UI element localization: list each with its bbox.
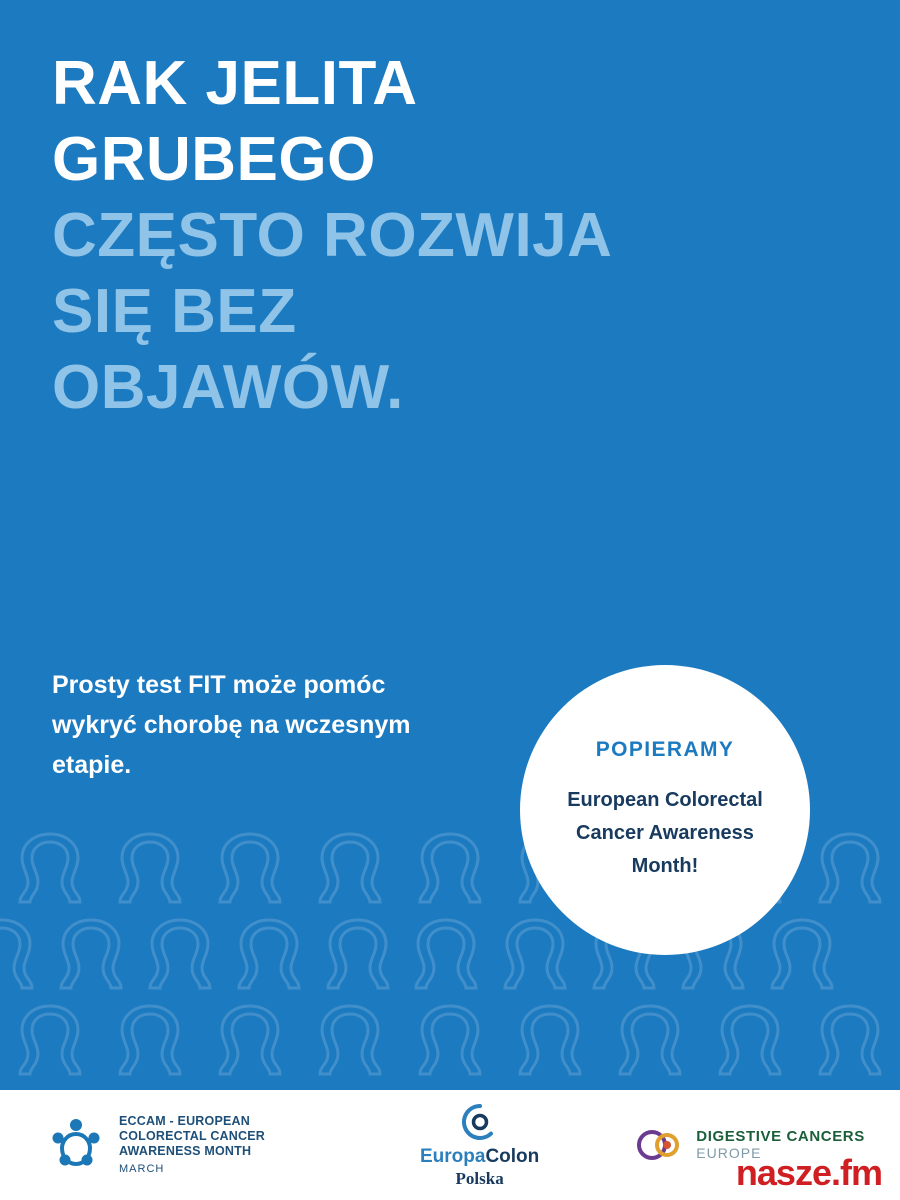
- colon-icon: [51, 916, 131, 994]
- watermark-row: [0, 1002, 900, 1080]
- europacolon-word-b: Colon: [485, 1145, 540, 1167]
- colon-icon: [610, 1002, 690, 1080]
- colon-icon: [510, 1002, 590, 1080]
- colon-icon: [762, 916, 842, 994]
- colon-icon: [406, 916, 486, 994]
- footer-logo-bar: [0, 1090, 900, 1200]
- nasze-fm-watermark: [736, 1152, 882, 1194]
- colon-icon: [318, 916, 398, 994]
- europacolon-wordmark: [420, 1146, 539, 1168]
- headline-line-5: OBJAWÓW.: [52, 353, 404, 422]
- badge-title: European Colorectal Cancer Awareness Month!: [567, 788, 763, 877]
- eccam-line-2: COLORECTAL CANCER: [119, 1128, 265, 1143]
- headline-line-2: GRUBEGO: [52, 125, 376, 194]
- colon-icon: [210, 1002, 290, 1080]
- eccam-line-3: AWARENESS MONTH: [119, 1143, 252, 1158]
- eccam-line-1: ECCAM - EUROPEAN: [119, 1113, 250, 1128]
- circles-icon: [634, 1123, 686, 1167]
- stamp-name: nasze: [735, 1152, 831, 1193]
- headline-line-4: SIĘ BEZ: [52, 277, 297, 346]
- colon-icon: [310, 830, 390, 908]
- colon-icon: [110, 1002, 190, 1080]
- badge-kicker: POPIERAMY: [595, 737, 735, 761]
- colon-icon: [810, 830, 890, 908]
- europacolon-word-a: Europa: [420, 1145, 486, 1167]
- colon-icon: [140, 916, 220, 994]
- headline-line-1: RAK JELITA: [52, 49, 418, 118]
- colon-icon: [0, 916, 42, 994]
- poster-headline: [52, 46, 832, 426]
- colon-icon: [410, 830, 490, 908]
- poster-subtext: Prosty test FIT może pomóc wykryć chorobę na wczesnym etapie.: [52, 671, 411, 779]
- colon-icon: [10, 830, 90, 908]
- support-badge: [520, 665, 810, 955]
- colon-icon: [710, 1002, 790, 1080]
- colon-icon: [110, 830, 190, 908]
- people-cluster-icon: [45, 1114, 107, 1176]
- colon-icon: [10, 1002, 90, 1080]
- headline-line-3: CZĘSTO ROZWIJA: [52, 201, 613, 270]
- dce-line-1: DIGESTIVE CANCERS: [696, 1128, 865, 1145]
- colon-icon: [410, 1002, 490, 1080]
- colon-icon: [495, 916, 575, 994]
- dce-line-2: EUROPE: [696, 1145, 762, 1161]
- colon-icon: [210, 830, 290, 908]
- stamp-dot: .: [830, 1152, 840, 1193]
- europacolon-subtitle: Polska: [455, 1168, 504, 1188]
- colon-icon: [810, 1002, 890, 1080]
- colon-icon: [229, 916, 309, 994]
- stamp-tld: fm: [840, 1152, 882, 1193]
- logo-eccam: [45, 1114, 265, 1177]
- eccam-line-4: MARCH: [119, 1162, 165, 1175]
- colon-spiral-icon: [460, 1102, 500, 1142]
- colon-icon: [310, 1002, 390, 1080]
- logo-europacolon-polska: [420, 1102, 539, 1189]
- eccam-text: [119, 1114, 265, 1177]
